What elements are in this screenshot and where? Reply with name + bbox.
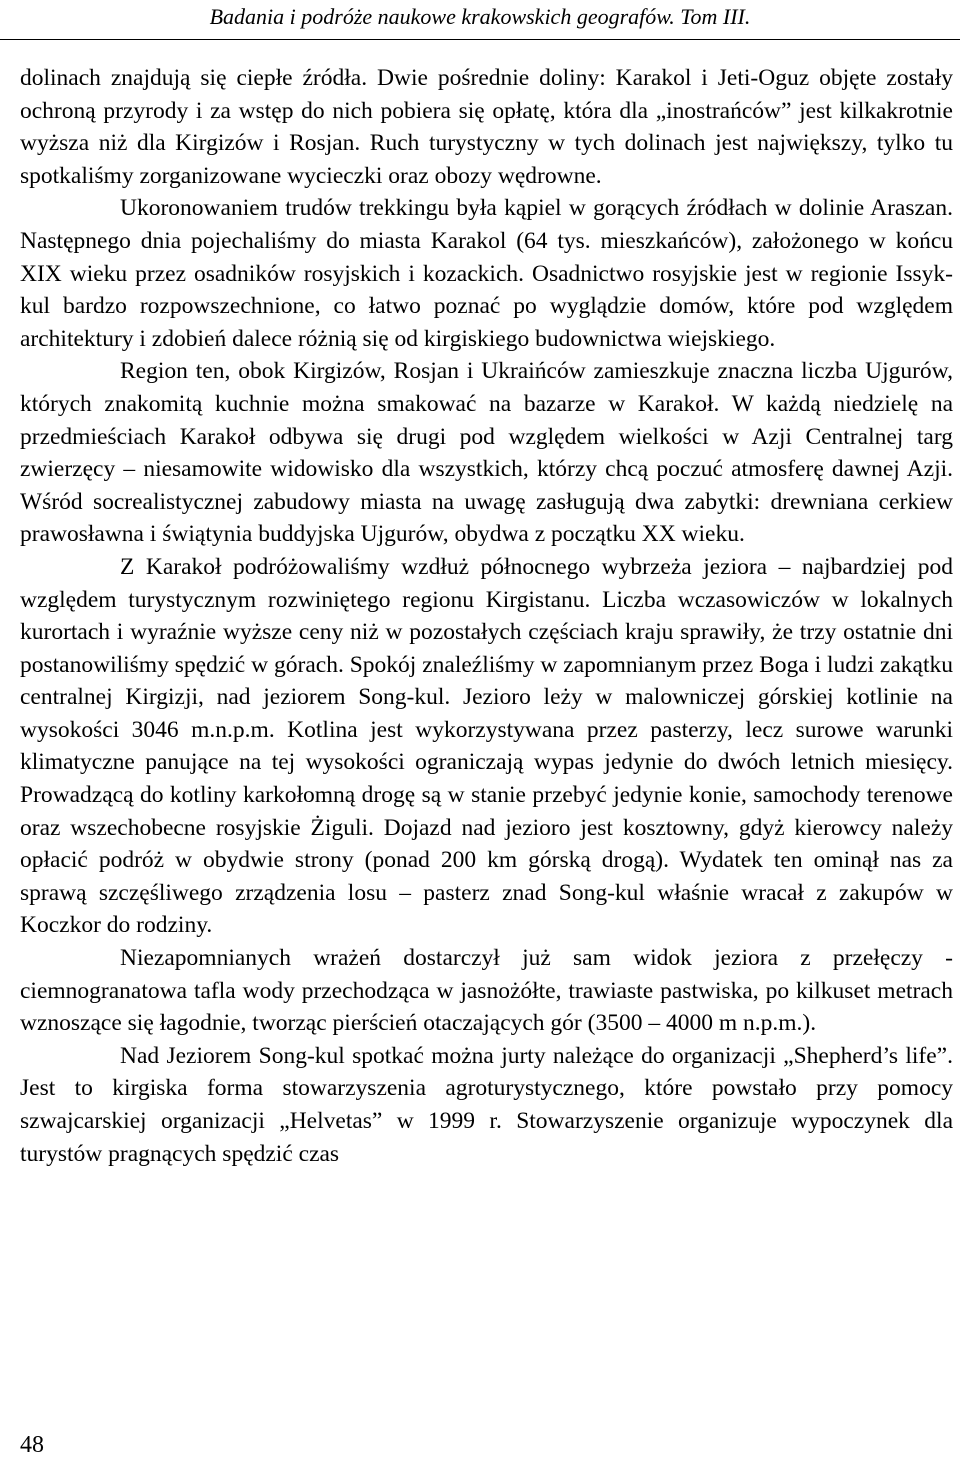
body-paragraph: Nad Jeziorem Song-kul spotkać można jurty należące do organizacji „Shepherd’s life”. Jest to kirgiska forma stowarzyszenia agroturystycznego, które powstało przy pomocy szwajcarskiej organizacji „Helvetas” w 1999 r. Stowarzyszenie organizuje wypoczynek dla turystów pragnących spędzić czas bbox=[20, 1042, 953, 1167]
body-paragraph: Region ten, obok Kirgizów, Rosjan i Ukraińców zamieszkuje znaczna liczba Ujgurów, których znakomitą kuchnie można smakować na bazarze w Karakoł. W każdą niedzielę na przedmieściach Karakoł odbywa się drugi pod względem wielkości w Azji Centralnej targ zwierzęcy – niesamowite widowisko dla wszystkich, którzy chcą poczuć atmosferę dawnej Azji. Wśród socrealistycznej zabudowy miasta na uwagę zasługują dwa zabytki: drewniana cerkiew prawosławna i świątynia buddyjska Ujgurów, obydwa z początku XX wieku. bbox=[20, 358, 953, 548]
body-paragraph: Niezapomnianych wrażeń dostarczył już sam widok jeziora z przełęczy - ciemnogranatowa tafla wody przechodząca w jasnożółte, trawiaste pastwiska, po kilkuset metrach wznoszące się łagodnie, tworząc pierścień otaczających gór (3500 – 4000 m n.p.m.). bbox=[20, 945, 953, 1037]
body-paragraph: dolinach znajdują się ciepłe źródła. Dwie pośrednie doliny: Karakol i Jeti-Oguz objęte zostały ochroną przyrody i za wstęp do nich pobiera się opłatę, która dla „inostrańców” jest kilkakrotnie wyższa niż dla Kirgizów i Rosjan. Ruch turystyczny w tych dolinach jest największy, tylko tu spotkaliśmy zorganizowane wycieczki oraz obozy wędrowne. bbox=[20, 65, 953, 189]
page-number: 48 bbox=[20, 1432, 44, 1458]
page-body bbox=[20, 62, 953, 1170]
running-header bbox=[0, 0, 960, 40]
body-paragraph: Z Karakoł podróżowaliśmy wzdłuż północnego wybrzeża jeziora – najbardziej pod względem turystycznym rozwiniętego regionu Kirgistanu. Liczba wczasowiczów w lokalnych kurortach i wyraźnie wyższe ceny niż w pozostałych częściach kraju sprawiły, że trzy ostatnie dni postanowiliśmy spędzić w górach. Spokój znaleźliśmy w zapomnianym przez Boga i ludzi zakątku centralnej Kirgizji, nad jeziorem Song-kul. Jezioro leży w malowniczej górskiej kotlinie na wysokości 3046 m.n.p.m. Kotlina jest wykorzystywana przez pasterzy, lecz surowe warunki klimatyczne panujące na tej wysokości ograniczają wypas jedynie do dwóch letnich miesięcy. Prowadzącą do kotliny karkołomną drogę są w stanie przebyć jedynie konie, samochody terenowe oraz wszechobecne rosyjskie Żiguli. Dojazd nad jezioro jest kosztowny, gdyż kierowcy należy opłacić podróż w obydwie strony (ponad 200 km górską drogą). Wydatek ten ominął nas za sprawą szczęśliwego zrządzenia losu – pasterz znad Song-kul właśnie wracał z zakupów w Koczkor do rodziny. bbox=[20, 553, 953, 939]
body-paragraph: Ukoronowaniem trudów trekkingu była kąpiel w gorących źródłach w dolinie Araszan. Następnego dnia pojechaliśmy do miasta Karakol (64 tys. mieszkańców), założonego w końcu XIX wieku przez osadników rosyjskich i kozackich. Osadnictwo rosyjskie jest w regionie Issyk-kul bardzo rozpowszechnione, co łatwo poznać po wyglądzie domów, które pod względem architektury i zdobień dalece różnią się od kirgiskiego budownictwa wiejskiego. bbox=[20, 195, 953, 352]
running-header-title: Badania i podróże naukowe krakowskich geografów. Tom III. bbox=[209, 4, 751, 29]
